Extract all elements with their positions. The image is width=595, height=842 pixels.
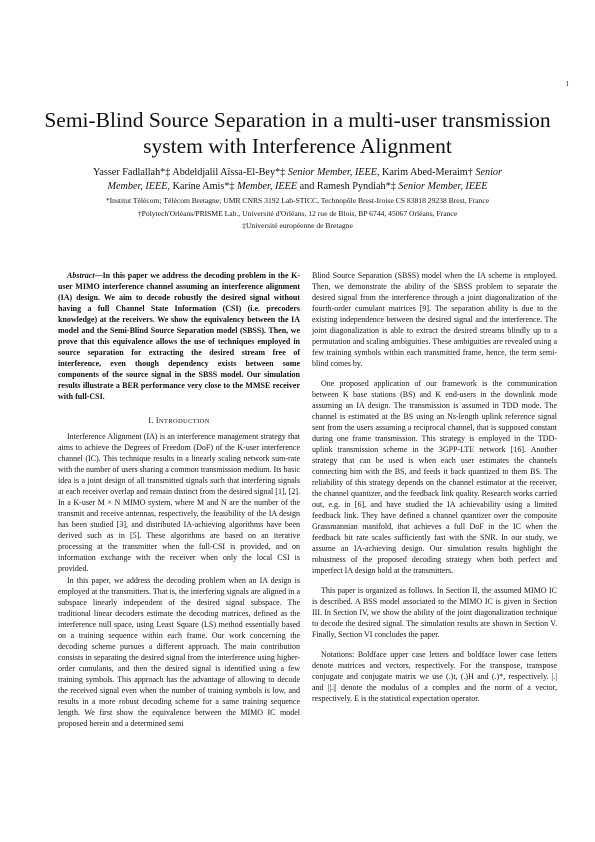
author-text: and Ramesh Pyndiah*‡ (297, 180, 399, 192)
paragraph: Notations: Boldface upper case letters and boldface lower case letters denote matrices and vectors, respectively. For the transpose, transpose conjugate and conjugate matrix we use (.)t, (.)H and (.)*, respectively. |.| and ||.|| denote the modulus of a complex and the norm of a vector, respectively. E is the statistical expectation operator. (312, 650, 557, 703)
section-title-rest: NTRODUCTION (158, 418, 210, 425)
affiliation: *Institut Télécom; Télécom Bretagne; UMR CNRS 3192 Lab-STICC, Technopôle Brest-Iroise CS 83818 29238 Brest, France (105, 196, 490, 205)
author-role: Senior Member, IEEE (398, 180, 488, 192)
section-numeral: I. (148, 416, 156, 425)
paragraph: Blind Source Separation (SBSS) model when the IA scheme is employed. Then, we demonstrate the ability of the SBSS problem to separate the desired signal from the interference through a joint diagonalization of the fourth-order cumulant matrices [9]. The separation ability is due to the existing independence between the desired signal and the interference. The joint diagonalization is able to extract the desired streams blindly up to a permutation and scaling ambiguities. These ambiguities are revealed using a few training symbols within each transmitted frame, hence, the term semi-blind comes by. (312, 271, 557, 368)
abstract-lead: Abstract (67, 271, 95, 280)
abstract-text: —In this paper we address the decoding problem in the K-user MIMO interference channel assuming an interference alignment (IA) design. We aim to decode robustly the desired signal without having a full Channel State Information (CSI) (i.e. precoders knowledge) at the receivers. We show the equivalency between the IA model and the Semi-Blind Source Separation model (SBSS). Then, we prove that this equivalence allows the use of techniques employed in source separation for extracting the desired stream free of interference, even though dependency exists between some components of the source signal in the SBSS model. Our simulation results illustrate a BER performance very close to the MMSE receiver with full-CSI. (58, 271, 300, 401)
affiliations (40, 195, 555, 233)
paragraph: One proposed application of our framework is the communication between K base stations (BS) and K end-users in the downlink mode assuming an IA design. The transmission is assumed in TDD mode. The channel is estimated at the BS using an Ns-length uplink reference signal sent from the users assuming a reciprocal channel, that is supposed constant during one frame transmission. This strategy is employed in the TDD-uplink transmission scheme in the 3GPP-LTE network [16]. Another strategy that can be used is when each user estimates the channels connecting him with the BS, and feeds it back quantized to them BS. The reliability of this strategy depends on the channel estimator at the receiver, the channel quantizer, and the feedback link quality. Research works carried out, e.g. in [6], and have studied the IA achievability using a limited feedback link. They have defined a channel quantizer over the composite Grassmannian manifold, that achieves a full DoF in the IC when the feedback bit rate scales sufficiently fast with the SNR. In our study, we assume an IA-achieving design. Our simulation results highlight the robustness of the proposed decoding strategy when both perfect and imperfect IA design hold at the transmitters. (312, 379, 557, 575)
page-number: 1 (565, 80, 569, 88)
section-heading-introduction (58, 415, 300, 427)
author-text: , Karim Abed-Meraim† (376, 167, 476, 178)
author-role: Senior Member, IEEE (287, 167, 377, 178)
paragraph: Interference Alignment (IA) is an interference management strategy that aims to achieve the Degrees of Freedom (DoF) of the K-user interference channel (IC). This technique results in a linearly scaling network sum-rate with the number of users sharing a common transmission medium. Its basic idea is a joint design of all transmitted signals such that interfering signals at each receiver overlap and remain distinct from the desired signal [1], [2]. In a K-user M × N MIMO system, where M and N are the number of the transmit and receive antennas, respectively, the feasibility of the IA design has been studied [3], and distributed IA-achieving algorithms have been derived such as in [5]. These algorithms are based on an iterative processing at the transmitter when the full-CSI is provided, and on information exchange with the receiver when only the local CSI is provided. (58, 432, 300, 573)
author-text: , Karine Amis*‡ (167, 180, 238, 192)
affiliation: †Polytech'Orléans/PRISME Lab., Université d'Orléans, 12 rue de Blois, BP 6744, 45067 Orléans, France (137, 208, 458, 218)
author-role: Senior (475, 167, 502, 178)
paragraph: This paper is organized as follows. In Section II, the assumed MIMO IC is described. A BSS model associated to the MIMO IC is given in Section III. In Section IV, we show the ability of the joint diagonalization technique to decode the desired signal. The simulation results are shown in Section V. Finally, Section VI concludes the paper. (312, 586, 557, 639)
paragraph: In this paper, we address the decoding problem when an IA design is employed at the transmitters. That is, the interfering signals are aligned in a subspace linearly independent of the desired signal subspace. The traditional linear decoders estimate the decoding matrices, defined as the interference null space, using Least Square (LS) method essentially based on a training sequence within each frame. Our work concerning the decoding scheme pursues a different approach. The main contribution consists in separating the desired signal from the interference using higher-order cumulants, and then the desired signal is identified using a few training symbols. This approach has the advantage of allowing to decode the received signal even when the number of training symbols is low, and results in a more robust decoding scheme for a same training sequence length. We first show the equivalence between the MIMO IC model proposed herein and a determined semi (58, 576, 300, 728)
author-list (60, 166, 535, 193)
abstract (58, 270, 300, 402)
author-text: Yasser Fadlallah*‡ Abdeldjalil Aïssa-El-Bey*‡ (93, 167, 288, 178)
left-column (58, 270, 300, 729)
paper-title: Semi-Blind Source Separation in a multi-user transmission system with Interference Alignment (44, 108, 551, 158)
section-title-first: I (155, 416, 159, 425)
author-role: Member, IEEE (237, 180, 298, 192)
right-column (312, 270, 557, 704)
affiliation: ‡Université européenne de Bretagne (242, 221, 353, 230)
author-role: Member, IEEE (107, 180, 168, 192)
